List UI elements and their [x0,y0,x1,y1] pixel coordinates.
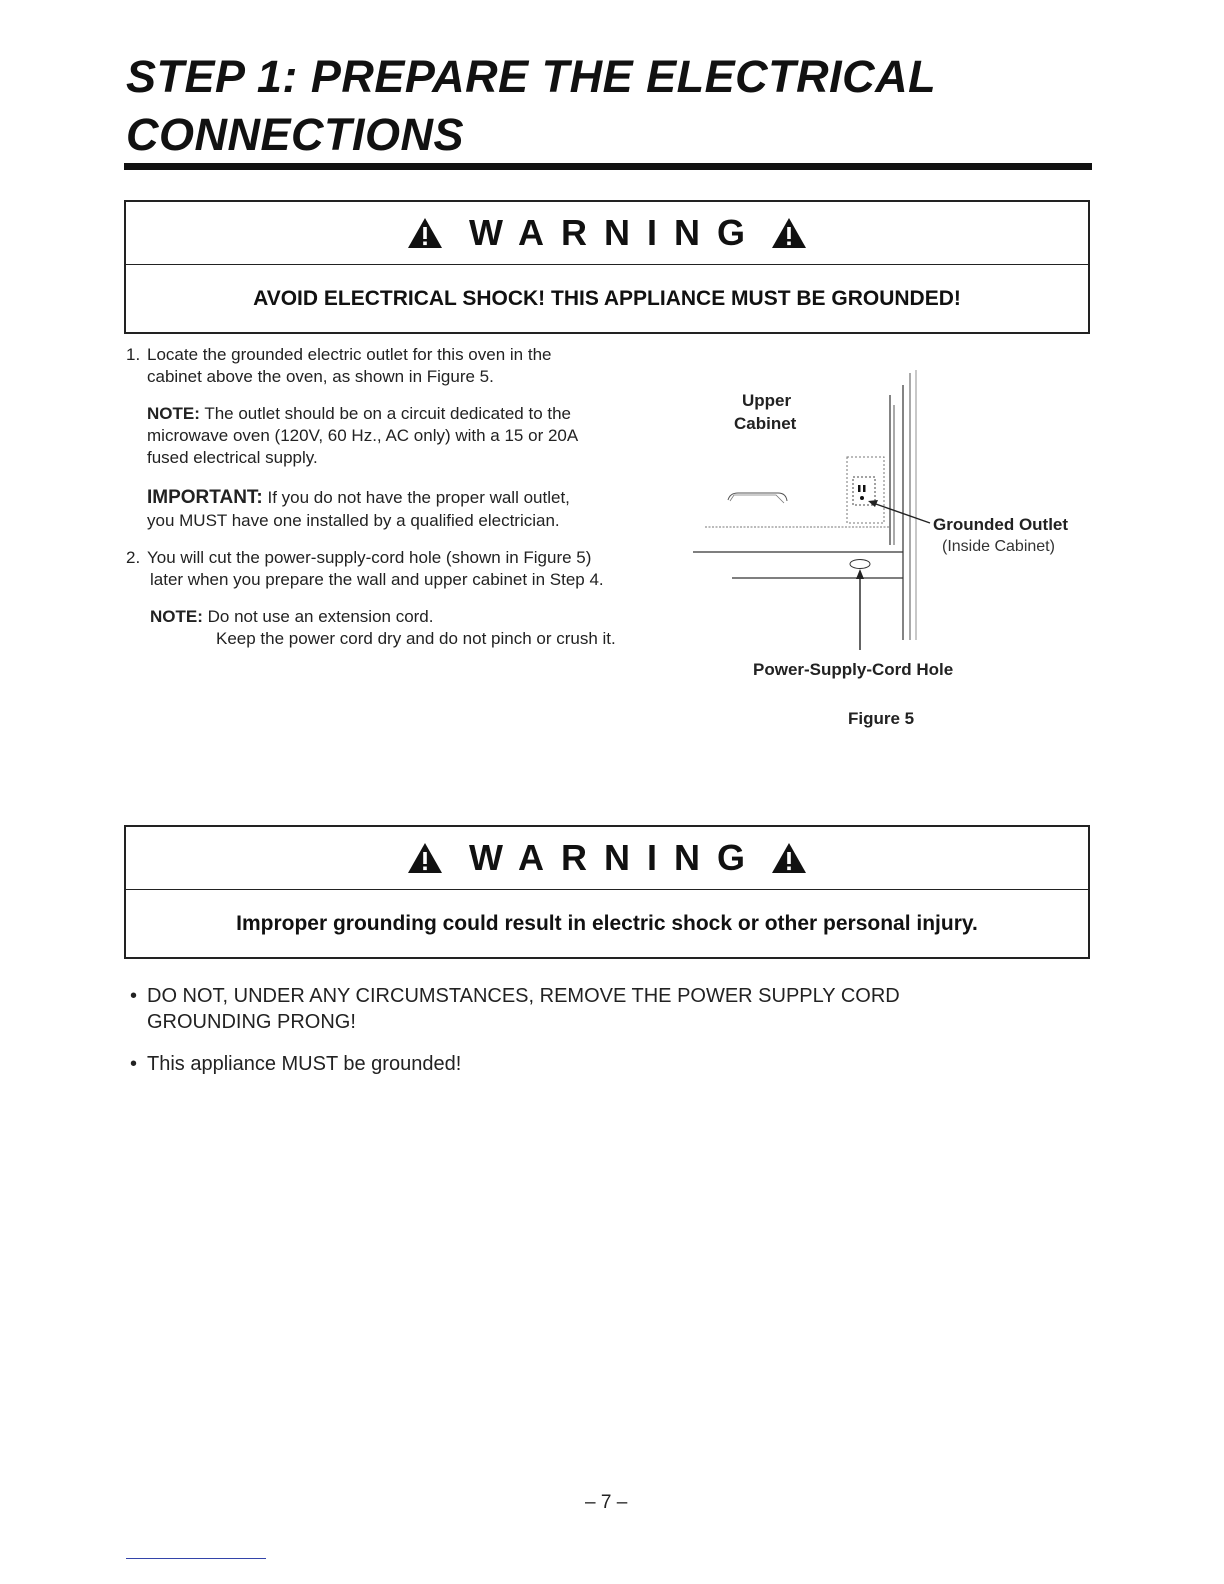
warning-triangle-icon [771,217,807,249]
step-number: 2. [126,548,141,567]
warning-heading: WARNING [469,837,762,878]
grounded-outlet-label: Grounded Outlet [933,515,1069,534]
warning-triangle-icon [407,217,443,249]
note-line1: The outlet should be on a circuit dedicated to the [204,404,571,423]
warning-header [126,202,1088,265]
note-label: NOTE: [147,404,200,423]
step-1-text-line2: cabinet above the oven, as shown in Figure 5. [147,367,494,386]
important-block [147,487,570,509]
warning-box-grounding [124,200,1090,334]
note-line2: microwave oven (120V, 60 Hz., AC only) with a 15 or 20A [147,426,579,445]
warning-triangle-icon [407,842,443,874]
page-title-line2: CONNECTIONS [126,109,465,160]
important-label: IMPORTANT: [147,487,263,508]
bullet-marker: • [130,985,138,1007]
step-2-text-line1: You will cut the power-supply-cord hole (shown in Figure 5) [147,548,592,567]
figure-caption: Figure 5 [848,709,915,728]
bullet-2: This appliance MUST be grounded! [147,1053,462,1075]
warning-message: AVOID ELECTRICAL SHOCK! THIS APPLIANCE MUST BE GROUNDED! [253,287,961,310]
warning-triangle-icon [771,842,807,874]
note-label: NOTE: [150,607,203,626]
bullet-marker: • [130,1053,138,1075]
important-line1: If you do not have the proper wall outlet, [267,488,570,507]
upper-cabinet-label-line1: Upper [742,391,792,410]
warning-heading: WARNING [469,212,762,253]
cord-hole-label: Power-Supply-Cord Hole [753,660,954,679]
inside-cabinet-label: (Inside Cabinet) [942,538,1055,555]
footer-line [126,1558,266,1559]
figure-5-illustration [690,365,940,655]
note-block [147,403,571,425]
warning-message: Improper grounding could result in electric shock or other personal injury. [236,912,978,935]
step-number: 1. [126,345,141,364]
page-title [126,48,1086,164]
step-1-text-line1: Locate the grounded electric outlet for this oven in the [147,345,552,364]
page-title-line1: STEP 1: PREPARE THE ELECTRICAL [126,51,937,102]
step-2-text-line2: later when you prepare the wall and upper cabinet in Step 4. [150,570,604,589]
note-line3: fused electrical supply. [147,448,318,467]
warning-header [126,827,1088,890]
note-line1: Do not use an extension cord. [207,607,434,626]
note-line2: Keep the power cord dry and do not pinch or crush it. [216,629,616,648]
important-line2: you MUST have one installed by a qualified electrician. [147,511,560,530]
bullet-1-line2: GROUNDING PRONG! [147,1011,356,1033]
note-block [150,606,434,628]
warning-box-improper-grounding [124,825,1090,959]
title-rule [124,163,1092,170]
upper-cabinet-label-line2: Cabinet [734,414,797,433]
bullet-1-line1: DO NOT, UNDER ANY CIRCUMSTANCES, REMOVE THE POWER SUPPLY CORD [147,985,900,1007]
page-number: – 7 – [585,1492,628,1513]
